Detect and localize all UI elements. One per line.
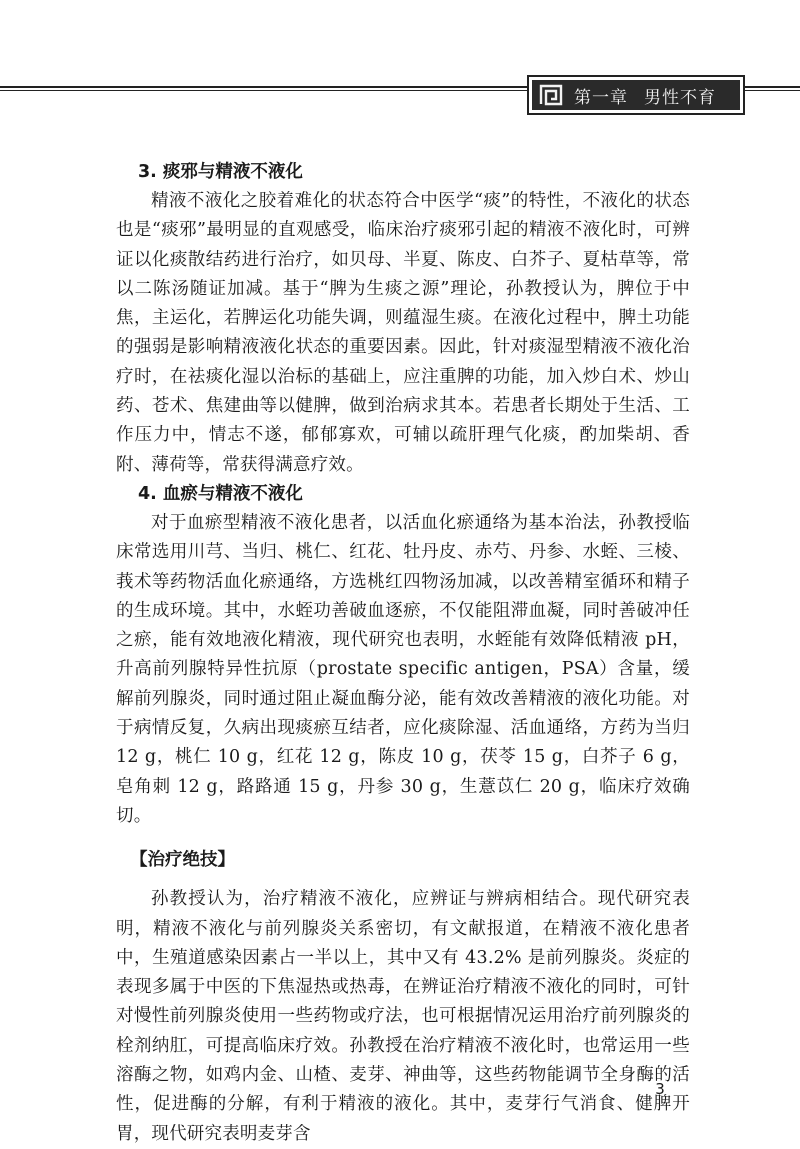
- section-4-paragraph: 对于血瘀型精液不液化患者，以活血化瘀通络为基本治法，孙教授临床常选用川芎、当归、桃仁、红花、牡丹皮、赤芍、丹参、水蛭、三棱、莪术等药物活血化瘀通络，方选桃红四物汤加减，以改善精室循环和精子的生成环境。其中，水蛭功善破血逐瘀，不仅能阻滞血凝，同时善破冲任之瘀，能有效地液化精液，现代研究也表明，水蛭能有效降低精液 pH，升高前列腺特异性抗原（prostate specific antigen，PSA）含量，缓解前列腺炎，同时通过阻止凝血酶分泌，能有效改善精液的液化功能。对于病情反复，久病出现痰瘀互结者，应化痰除湿、活血通络，方药为当归 12 g，桃仁 10 g，红花 12 g，陈皮 10 g，茯苓 15 g，白芥子 6 g，皂角刺 12 g，路路通 15 g，丹参 30 g，生薏苡仁 20 g，临床疗效确切。: [116, 512, 690, 826]
- page-number: 3: [655, 1080, 665, 1098]
- main-content: [116, 158, 690, 1149]
- technique-paragraph: 孙教授认为，治疗精液不液化，应辨证与辨病相结合。现代研究表明，精液不液化与前列腺炎关系密切，有文献报道，在精液不液化患者中，生殖道感染因素占一半以上，其中又有 43.2% 是前列腺炎。炎症的表现多属于中医的下焦湿热或热毒，在辨证治疗精液不液化的同时，可针对慢性前列腺炎使用一些药物或疗法，也可根据情况运用治疗前列腺炎的栓剂纳肛，可提高临床疗效。孙教授在治疗精液不液化时，也常运用一些溶酶之物，如鸡内金、山楂、麦芽、神曲等，这些药物能调节全身酶的活性，促进酶的分解，有利于精液的液化。其中，麦芽行气消食、健脾开胃，现代研究表明麦芽含: [116, 889, 690, 1144]
- chapter-tab: [527, 75, 745, 115]
- page-header: [0, 0, 800, 86]
- chapter-title: 男性不育: [644, 87, 716, 108]
- section-4-heading: 4. 血瘀与精液不液化: [138, 483, 303, 504]
- section-3-heading: 3. 痰邪与精液不液化: [138, 162, 303, 182]
- chapter-label-group: [574, 83, 716, 108]
- fret-pattern-icon: [538, 83, 564, 107]
- section-3-paragraph: 精液不液化之胶着难化的状态符合中医学“痰”的特性，不液化的状态也是“痰邪”最明显的直观感受，临床治疗痰邪引起的精液不液化时，可辨证以化痰散结药进行治疗，如贝母、半夏、陈皮、白芥子、夏枯草等，常以二陈汤随证加减。基于“脾为生痰之源”理论，孙教授认为，脾位于中焦，主运化，若脾运化功能失调，则蕴湿生痰。在液化过程中，脾土功能的强弱是影响精液液化状态的重要因素。因此，针对痰湿型精液不液化治疗时，在祛痰化湿以治标的基础上，应注重脾的功能，加入炒白术、炒山药、苍术、焦建曲等以健脾，做到治病求其本。若患者长期处于生活、工作压力中，情志不遂，郁郁寡欢，可辅以疏肝理气化痰，酌加柴胡、香附、薄荷等，常获得满意疗效。: [116, 191, 690, 475]
- technique-heading: 【治疗绝技】: [130, 850, 235, 871]
- chapter-label: 第一章: [574, 87, 628, 108]
